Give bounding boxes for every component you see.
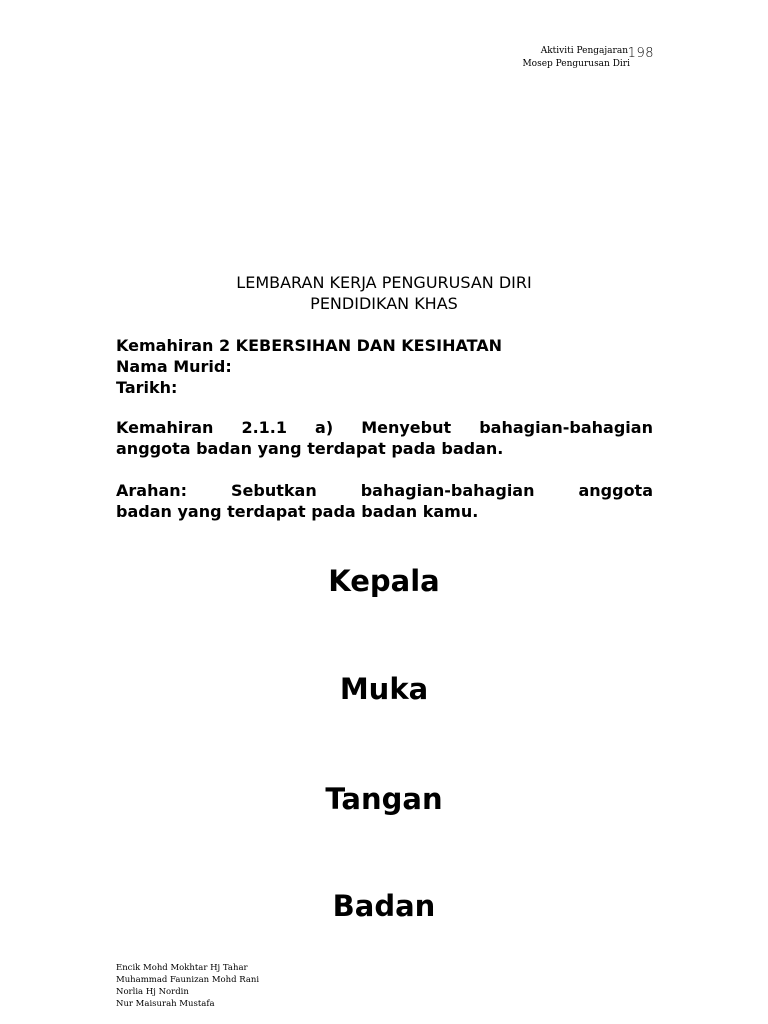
header-line-2: Mosep Pengurusan Diri xyxy=(522,59,630,69)
skill-word: bahagian-bahagian xyxy=(479,418,653,437)
worksheet-title: LEMBARAN KERJA PENGURUSAN DIRI xyxy=(236,273,532,292)
student-name-label: Nama Murid: xyxy=(116,357,232,376)
skill-heading: Kemahiran 2 KEBERSIHAN DAN KESIHATAN xyxy=(116,336,503,355)
header-line-1: Aktiviti Pengajaran xyxy=(540,46,628,56)
skill-paragraph xyxy=(116,417,653,459)
skill-word: Menyebut xyxy=(361,418,452,437)
skill-paragraph-line-1 xyxy=(116,417,653,438)
page-number: 198 xyxy=(627,46,654,61)
instruction-word: anggota xyxy=(578,481,653,500)
instruction-word: bahagian-bahagian xyxy=(360,481,535,500)
author-name: Muhammad Faunizan Mohd Rani xyxy=(116,975,260,985)
instruction-line-1 xyxy=(116,480,653,501)
author-name: Norlia Hj Nordin xyxy=(116,987,189,997)
author-name: Nur Maisurah Mustafa xyxy=(116,999,215,1009)
page-header xyxy=(500,44,660,78)
body-part-word: Tangan xyxy=(325,782,443,816)
instruction-paragraph xyxy=(116,480,653,522)
body-part-word: Badan xyxy=(332,889,436,923)
body-part-word: Kepala xyxy=(328,564,440,598)
skill-paragraph-line-2: anggota badan yang terdapat pada badan. xyxy=(116,439,504,458)
skill-word: 2.1.1 xyxy=(241,418,287,437)
instruction-word: Arahan: xyxy=(116,481,188,500)
date-label: Tarikh: xyxy=(116,378,178,397)
instruction-word: Sebutkan xyxy=(231,481,317,500)
author-name: Encik Mohd Mokhtar Hj Tahar xyxy=(116,963,248,973)
skill-word: Kemahiran xyxy=(116,418,214,437)
body-part-word: Muka xyxy=(339,672,429,706)
skill-word: a) xyxy=(315,418,334,437)
instruction-line-2: badan yang terdapat pada badan kamu. xyxy=(116,502,479,521)
worksheet-subtitle: PENDIDIKAN KHAS xyxy=(310,294,458,313)
authors-list xyxy=(116,962,259,1010)
